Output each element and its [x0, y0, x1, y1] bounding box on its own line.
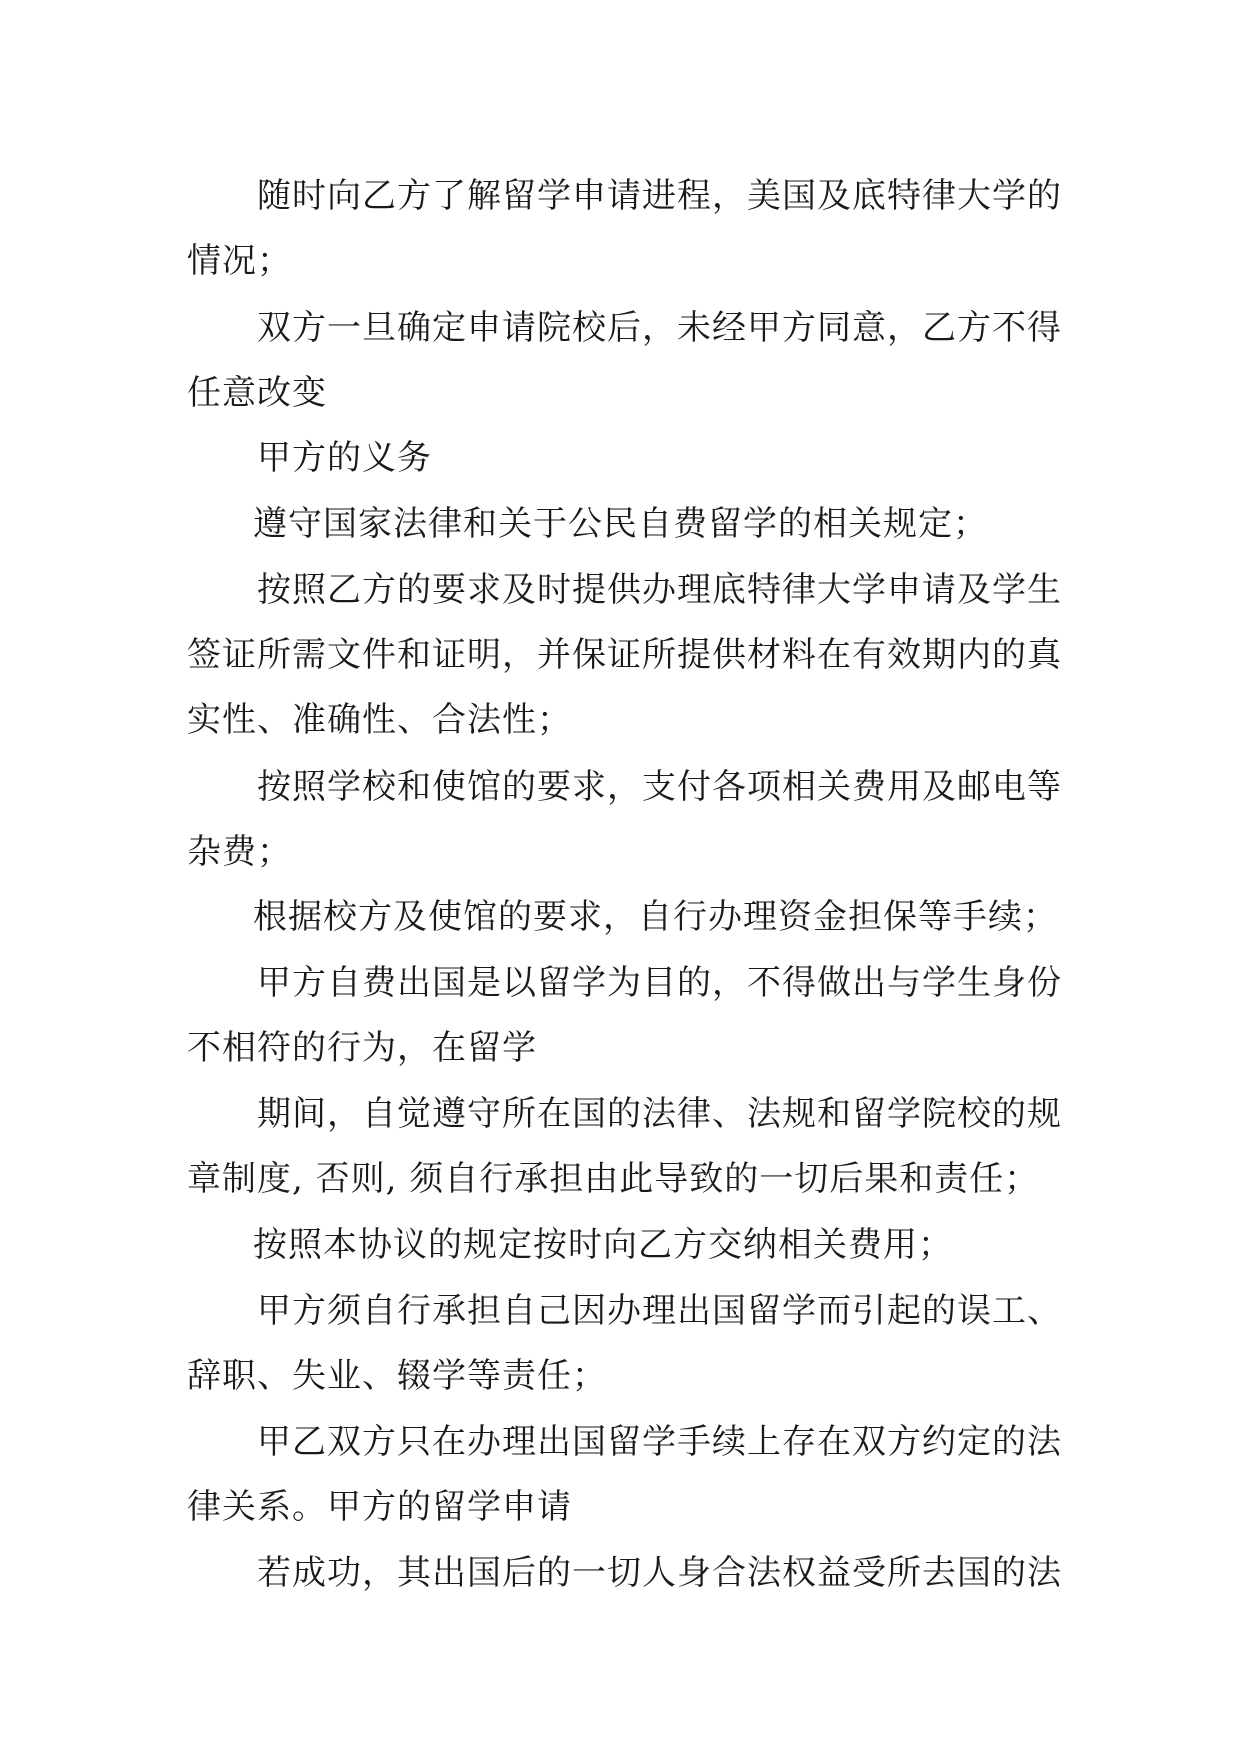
text-line: 章制度, 否则, 须自行承担由此导致的一切后果和责任；: [187, 1159, 1040, 1199]
text-line: 期间，自觉遵守所在国的法律、法规和留学院校的规: [257, 1094, 1062, 1134]
text-line: 按照乙方的要求及时提供办理底特律大学申请及学生: [257, 570, 1062, 610]
section-heading: 甲方的义务: [257, 438, 432, 478]
text-line: 遵守国家法律和关于公民自费留学的相关规定；: [253, 504, 988, 544]
text-line: 双方一旦确定申请院校后，未经甲方同意，乙方不得: [257, 308, 1062, 348]
text-line: 辞职、失业、辍学等责任；: [187, 1356, 607, 1396]
text-line: 律关系。甲方的留学申请: [187, 1487, 572, 1527]
text-line: 签证所需文件和证明，并保证所提供材料在有效期内的真: [187, 635, 1062, 675]
text-line: 按照本协议的规定按时向乙方交纳相关费用；: [253, 1225, 953, 1265]
text-line: 随时向乙方了解留学申请进程，美国及底特律大学的: [257, 176, 1062, 216]
text-line: 杂费；: [187, 832, 292, 872]
text-line: 按照学校和使馆的要求，支付各项相关费用及邮电等: [257, 767, 1062, 807]
text-line: 不相符的行为，在留学: [187, 1028, 537, 1068]
text-line: 甲方自费出国是以留学为目的，不得做出与学生身份: [257, 963, 1062, 1003]
text-line: 情况；: [187, 241, 292, 281]
text-line: 任意改变: [187, 373, 327, 413]
text-line: 根据校方及使馆的要求，自行办理资金担保等手续；: [253, 897, 1058, 937]
text-line: 甲方须自行承担自己因办理出国留学而引起的误工、: [257, 1291, 1062, 1331]
text-line: 甲乙双方只在办理出国留学手续上存在双方约定的法: [257, 1422, 1062, 1462]
text-line: 若成功，其出国后的一切人身合法权益受所去国的法: [257, 1553, 1062, 1593]
text-line: 实性、准确性、合法性；: [187, 700, 572, 740]
